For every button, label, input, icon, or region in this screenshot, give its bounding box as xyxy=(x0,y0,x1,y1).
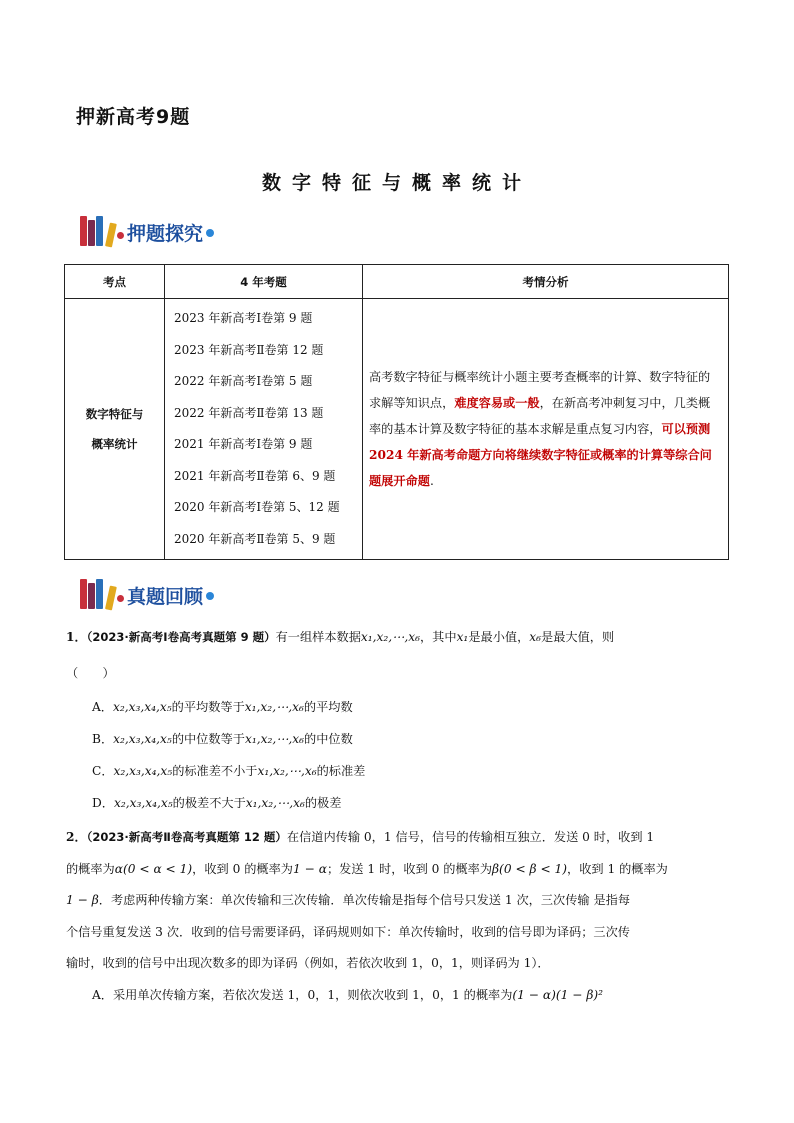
dot-icon xyxy=(206,592,214,600)
math-vars: x₁,x₂,⋯,x₆ xyxy=(360,630,420,644)
exam-analysis-table xyxy=(64,264,729,560)
option-text: 的平均数等于 xyxy=(171,700,245,714)
option-c xyxy=(92,762,365,779)
section-title-review xyxy=(117,585,214,609)
option-text: 的极差不大于 xyxy=(172,796,246,810)
section-header-review xyxy=(80,577,214,609)
question-number: 2． xyxy=(66,830,87,844)
question-text: 是最大值，则 xyxy=(541,630,615,644)
math-vars: x₂,x₃,x₄,x₅ xyxy=(113,700,172,714)
section-title-review-text: 真题回顾 xyxy=(127,586,204,608)
question-2-line5: 输时，收到的信号中出现次数多的即为译码（例如，若依次收到 1，0，1，则译码为 1）． xyxy=(66,956,550,970)
page-heading: 押新高考9题 xyxy=(76,106,191,128)
question-text: 是最小值， xyxy=(468,630,530,644)
question-text: 在信道内传输 0，1 信号，信号的传输相互独立．发送 0 时，收到 1 xyxy=(286,830,655,844)
option-text: 的中位数 xyxy=(304,732,353,746)
analysis-cell xyxy=(363,299,729,560)
option-a-q2 xyxy=(92,986,603,1003)
option-label: D． xyxy=(92,796,114,810)
math-vars: x₁,x₂,⋯,x₆ xyxy=(244,732,305,746)
option-text: 的中位数等于 xyxy=(171,732,245,746)
option-text: 采用单次传输方案，若依次发送 1，0，1，则依次收到 1，0，1 的概率为 xyxy=(113,988,513,1002)
header-analysis: 考情分析 xyxy=(363,265,729,299)
question-text: ，收到 1 的概率为 xyxy=(567,861,668,876)
math-alpha: α(0 < α < 1) xyxy=(114,861,193,876)
table-row xyxy=(65,299,729,560)
analysis-text: 高考数字特征与概率统计小题主要考查概率的计算、数字特征的求解等知识点， xyxy=(369,370,711,410)
answer-paren: （ ） xyxy=(66,666,115,680)
question-text: ；发送 1 时，收到 0 的概率为 xyxy=(326,861,493,876)
option-label: B． xyxy=(92,732,114,746)
question-2 xyxy=(66,822,728,980)
math-vars: x₁,x₂,⋯,x₆ xyxy=(244,700,304,714)
option-label: A． xyxy=(92,700,113,714)
question-2-line4: 个信号重复发送 3 次．收到的信号需要译码，译码规则如下：单次传输时，收到的信号即为译码；三次传 xyxy=(66,924,630,939)
section-title-explore-text: 押题探究 xyxy=(127,223,204,245)
kaodian-line1: 数字特征与 xyxy=(85,407,144,421)
question-source: （2023·新高考Ⅰ卷高考真题第 9 题） xyxy=(86,630,276,644)
option-label: A． xyxy=(92,988,113,1002)
math-one-minus-beta: 1 − β xyxy=(66,893,99,907)
exam-item: 2020 年新高考Ⅰ卷第 5、12 题 xyxy=(174,500,340,514)
question-number: 1． xyxy=(66,630,87,644)
exams-cell xyxy=(165,299,363,560)
analysis-text: ，在新高考冲刺复习中，几类概率的基本计算及数字特征的基本求解是重点复习内容， xyxy=(369,396,711,436)
analysis-end: . xyxy=(429,474,434,488)
math-x1: x₁ xyxy=(456,630,469,644)
section-header-explore xyxy=(80,214,214,246)
kaodian-cell xyxy=(65,299,165,560)
table-header-row xyxy=(65,265,729,299)
question-2-line2 xyxy=(66,854,728,886)
option-text: 的平均数 xyxy=(303,700,353,714)
kaodian-line2: 概率统计 xyxy=(91,437,138,451)
exam-item: 2021 年新高考Ⅱ卷第 6、9 题 xyxy=(174,468,336,483)
question-1 xyxy=(66,628,730,647)
exam-item: 2020 年新高考Ⅱ卷第 5、9 题 xyxy=(174,531,336,546)
dot-icon xyxy=(206,229,214,237)
option-text: 的标准差 xyxy=(316,764,366,778)
question-text: ，收到 0 的概率为 xyxy=(192,861,293,876)
analysis-highlight: 难度容易或一般 xyxy=(454,396,540,410)
question-text: ，其中 xyxy=(420,630,457,644)
math-vars: x₁,x₂,⋯,x₆ xyxy=(257,764,317,778)
option-label: C． xyxy=(92,764,114,778)
math-vars: x₂,x₃,x₄,x₅ xyxy=(113,796,173,810)
math-one-minus-alpha: 1 − α xyxy=(292,861,327,876)
exam-item: 2021 年新高考Ⅰ卷第 9 题 xyxy=(174,437,313,451)
question-2-line1 xyxy=(66,822,728,854)
exam-item: 2023 年新高考Ⅱ卷第 12 题 xyxy=(174,342,324,357)
books-icon xyxy=(80,577,113,609)
analysis-highlight: 可以预测 2024 年新高考命题方向将继续数字特征或概率的计算等综合问题展开命题 xyxy=(369,422,712,488)
option-text: 的标准差不小于 xyxy=(172,764,258,778)
math-vars: x₁,x₂,⋯,x₆ xyxy=(245,796,305,810)
math-vars: x₂,x₃,x₄,x₅ xyxy=(113,764,173,778)
question-text: ．考虑两种传输方案：单次传输和三次传输．单次传输是指每个信号只发送 1 次，三次传输 是指每 xyxy=(98,893,631,907)
option-d xyxy=(92,794,341,811)
math-beta: β(0 < β < 1) xyxy=(492,861,568,876)
question-text: 有一组样本数据 xyxy=(275,630,361,644)
math-formula: (1 − α)(1 − β)² xyxy=(512,988,604,1002)
math-vars: x₂,x₃,x₄,x₅ xyxy=(113,732,172,746)
exam-item: 2022 年新高考Ⅰ卷第 5 题 xyxy=(174,374,313,388)
section-title-explore xyxy=(117,222,214,246)
document-title: 数字特征与概率统计 xyxy=(261,172,532,194)
question-source: （2023·新高考Ⅱ卷高考真题第 12 题） xyxy=(86,830,287,844)
math-x6: x₆ xyxy=(529,630,542,644)
exam-item: 2022 年新高考Ⅱ卷第 13 题 xyxy=(174,405,324,420)
question-text: 的概率为 xyxy=(66,861,115,876)
books-icon xyxy=(80,214,113,246)
exam-item: 2023 年新高考Ⅰ卷第 9 题 xyxy=(174,311,313,325)
option-text: 的极差 xyxy=(304,796,342,810)
option-a xyxy=(92,698,353,715)
option-b xyxy=(92,730,353,747)
header-exams: 4 年考题 xyxy=(165,265,363,299)
question-2-line3 xyxy=(66,885,728,917)
header-kaodian: 考点 xyxy=(65,265,165,299)
